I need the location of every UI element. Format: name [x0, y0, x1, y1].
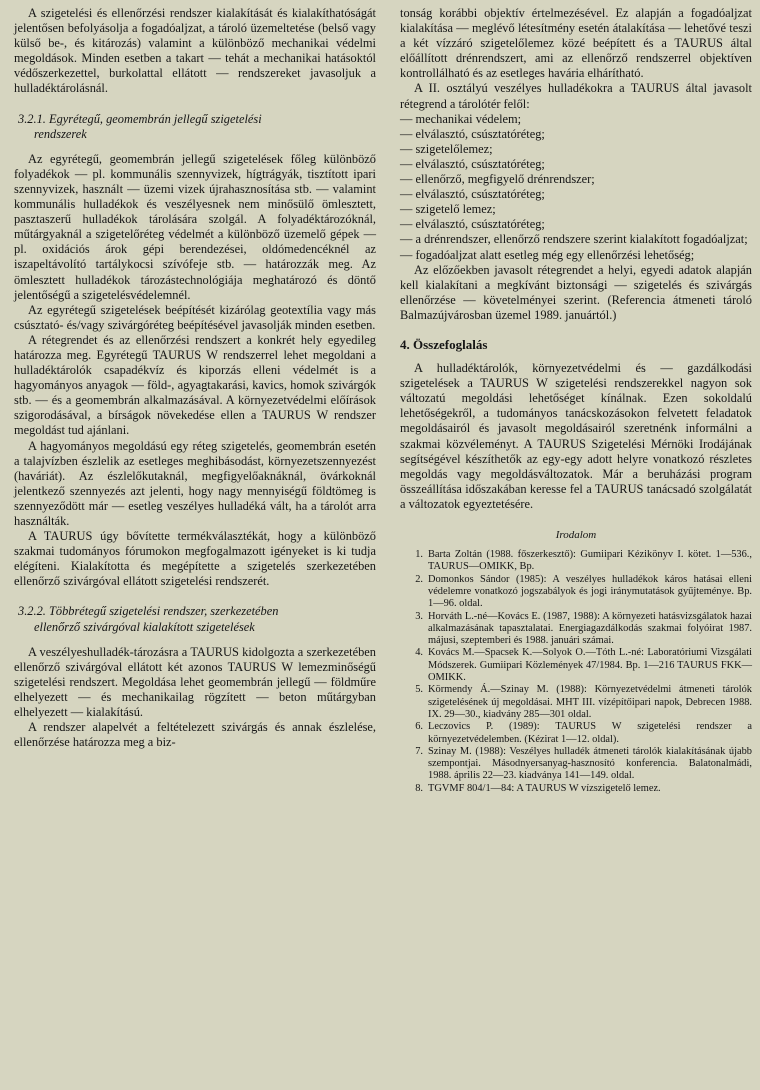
layer-item: — szigetelő lemez; — [400, 202, 496, 217]
references-title: Irodalom — [555, 529, 597, 541]
references-list — [400, 549, 752, 795]
paragraph: Az egyrétegű, geomembrán jellegű szigetelések főleg különböző folyadékok — pl. kommunális szennyvizek, hígtrágyák, tisztított ipari szennyvizek, használt — üzemi vizek újrahasznosítása stb. — valamint kommunális hulladékok és veszélyesnek nem minősülő ömlesztett, pasztaszerű hulladékok tárolására szolgál. A folyadéktározóknál, műtárgyaknál a szigetelőréteg védelmét a különböző üzemelő gépek — pl. oxidációs árok gépi berendezései, oldómedencéknél az iszapeltávolító tartálykocsi szívófeje stb. — határozzák meg. Az ömlesztett hulladékok tározástechnológiája meghatározó és döntő jelentőségű a szigetelésvédelemnél. — [14, 151, 376, 302]
layer-item: — elválasztó, csúsztatóréteg; — [400, 126, 545, 141]
subsection-title-line: Egyrétegű, geomembrán jellegű szigetelési — [49, 111, 262, 126]
reference-number: 8. — [415, 782, 423, 794]
reference-item — [400, 611, 752, 648]
paragraph: A II. osztályú veszélyes hulladékokra a TAURUS által javasolt rétegrend a tárolótér felől: — [400, 81, 752, 111]
layer-list — [400, 112, 752, 263]
section-heading-4: 4. Összefoglalás — [400, 336, 488, 352]
reference-item — [400, 647, 752, 684]
layer-item: — elválasztó, csúsztatóréteg; — [400, 217, 545, 232]
subsection-heading-3-2-2 — [14, 604, 376, 634]
subsection-title-line: Többrétegű szigetelési rendszer, szerkezetében — [49, 604, 279, 619]
subsection-number: 3.2.2. — [18, 604, 46, 619]
reference-text: Szinay M. (1988): Veszélyes hulladék átmeneti tárolók kialakításának újabb szempontjai. Másodnyersanyag-hasznosító konferencia. Balatonalmádi, 1988. április 22—23. kiadványa 141—149. oldal. — [428, 745, 752, 782]
reference-text: Horváth L.-né—Kovács E. (1987, 1988): A környezeti hatásvizsgálatok hazai alkalmazásának tapasztalatai. Energiagazdálkodás szakmai folyóirat 1987. májusi, szeptemberi és 1988. januári számai. — [428, 610, 752, 647]
reference-number: 6. — [415, 721, 423, 733]
paragraph: A rendszer alapelvét a feltételezett szivárgás és annak észlelése, ellenőrzése határozza meg a biz- — [14, 720, 376, 750]
reference-text: Kovács M.—Spacsek K.—Solyok O.—Tóth L.-né: Laboratóriumi Vizsgálati Módszerek. Gumiipari Közlemények 47/1984. Bp. 1—216 TAURUS FKK—OMIKK. — [428, 647, 752, 684]
layer-item: — fogadóaljzat alatt esetleg még egy ellenőrzési lehetőség; — [400, 247, 695, 262]
paragraph: A veszélyeshulladék-tározásra a TAURUS kidolgozta a szerkezetében ellenőrző szivárgóval ellátott két azonos TAURUS W lemezminőségű szigetelési rendszert. Megoldása lehet geomembrán jellegű — földműre elhelyezett — és mechanikailag rögzített — beton műtárgyban elhelyezett — kialakítású. — [14, 644, 376, 720]
reference-text: Domonkos Sándor (1985): A veszélyes hulladékok káros hatásai elleni védelemre vonatkozó jogszabályok és jogi iránymutatások gyűjteménye. Bp. 1—96. oldal. — [428, 573, 752, 610]
layer-item: — elválasztó, csúsztatóréteg; — [400, 187, 545, 202]
layer-item: — szigetelőlemez; — [400, 141, 493, 156]
reference-text: Barta Zoltán (1988. főszerkesztő): Gumiipari Kézikönyv I. kötet. 1—536., TAURUS—OMIKK, Bp. — [428, 549, 752, 573]
paragraph: A hagyományos megoldású egy réteg szigetelés, geomembrán esetén a talajvízben észlelik az esetleges meghibásodást, környezetszennyezést (haváriát). Az észlelőkutaknál, megfigyelőaknáknál, övárkoknál jelentkező szennyezés azt jelenti, hogy nagy mennyiségű földtömeg is szennyeződött már — esetleg veszélyes hulladéká vált, ha a tárolót arra használták. — [14, 438, 376, 528]
layer-item: — elválasztó, csúsztatóréteg; — [400, 156, 545, 171]
subsection-title-line: rendszerek — [34, 126, 87, 141]
reference-number: 7. — [415, 745, 423, 757]
reference-number: 5. — [415, 684, 423, 696]
layer-item: — ellenőrző, megfigyelő drénrendszer; — [400, 172, 595, 187]
reference-number: 3. — [415, 610, 423, 622]
subsection-title-line: ellenőrző szivárgóval kialakított szigetelések — [34, 619, 255, 634]
reference-item — [400, 746, 752, 783]
reference-text: Körmendy Á.—Szinay M. (1988): Környezetvédelmi átmeneti tárolók szigetelésének új megoldásai. MHT III. vízépítőipari napok, Debrecen 1988. IX. 29—30., kiadvány 285—301 oldal. — [428, 684, 752, 720]
paragraph: A hulladéktárolók, környezetvédelmi és — gazdálkodási szigetelések a TAURUS W szigetelési rendszerekkel nagyon sok változatú megoldási lehetőséget kínálnak. Ezen sokoldalú lehetőségekről, a tudományos tanácskozásokon felvetett feladatok megoldásairól és javasolt megoldásairól szeretnénk informálni a szakmai közvéleményt. A TAURUS Szigetelési Mérnöki Irodájának segítségével készíthetők az egy-egy adott helyre vonatkozó részletes megoldás vagy megoldásváltozatok. Már a beruházási program összeállítása időszakában keresse fel a TAURUS tanácsadó szolgálatát a változatok egyeztetésére. — [400, 361, 752, 511]
paragraph: Az egyrétegű szigetelések beépítését kizárólag geotextília vagy más csúsztató- és/vagy szivárgóréteg beépítésével javasolják minden esetben. — [14, 302, 376, 332]
reference-item — [400, 574, 752, 611]
paragraph: tonság korábbi objektív értelmezésével. Ez alapján a fogadóaljzat kialakítása — meglévő létesítmény esetén átalakítása — lehetővé teszi a két vízzáró szigetelőlemez közé beépített és a TAURUS által előállított drénrendszert, ami az ellenőrző rendszerrel objektíven kontrollálható és az esetleges havária elhárítható. — [400, 6, 752, 81]
reference-item — [400, 783, 752, 795]
reference-text: Leczovics P. (1989): TAURUS W szigetelési rendszer a környezetvédelemben. (Kézirat 1—12. oldal). — [428, 721, 752, 745]
left-column — [14, 6, 376, 750]
layer-item: — a drénrendszer, ellenőrző rendszere szerint kialakított fogadóaljzat; — [400, 232, 748, 247]
right-column — [400, 6, 752, 795]
paragraph: A szigetelési és ellenőrzési rendszer kialakítását és kialakíthatóságát jelentősen befolyásolja a fogadóaljzat, a tároló üzemeltetése (belső vagy külső be-, és kitározás) valamint a különböző mechanikai védelmi megoldások. Minden esetben a takart — tehát a mechanikai hatásoktól védőszerkezettel, burkolattal ellátott — rendszereket javasoljuk a hulladéktárolásnál. — [14, 6, 376, 96]
subsection-heading-3-2-1 — [14, 112, 376, 142]
reference-text: TGVMF 804/1—84: A TAURUS W vízszigetelő lemez. — [428, 782, 661, 794]
reference-item — [400, 721, 752, 746]
reference-item — [400, 549, 752, 574]
paragraph: Az előzőekben javasolt rétegrendet a helyi, egyedi adatok alapján kell kialakítani a megkívánt biztonsági — szigetelés és szivárgás ellenőrzése — követelményei szerint. (Referencia átmeneti tároló Balmazújvárosban üzemel 1989. januártól.) — [400, 262, 752, 322]
subsection-number: 3.2.1. — [18, 111, 46, 126]
reference-number: 1. — [415, 549, 423, 561]
paragraph: A TAURUS úgy bővítette termékválasztékát, hogy a különböző szakmai tudományos fórumokon megfogalmazott igényeket is ki tudja elégíteni. Kialakította és megépítette a szigetelés szerkezetében ellenőrző szivárgóval ellátott szigetelési rendszerét. — [14, 529, 376, 589]
reference-number: 4. — [415, 647, 423, 659]
reference-item — [400, 684, 752, 721]
paragraph: A rétegrendet és az ellenőrzési rendszert a konkrét hely egyedileg határozza meg. Egyrétegű TAURUS W rendszerrel lehet megoldani a hulladéktárolók csapadékvíz és kiporzás elleni védelmét is a hagyományos anyagok — föld-, agyagtakarási, kavics, homok szivárgók stb. — és a geomembrán alkalmazásával. A környezetvédelmi előírások szigorodásával, a bírságok növekedése ellen a TAURUS W rendszer megoldást tud ajánlani. — [14, 332, 376, 438]
reference-number: 2. — [415, 573, 423, 585]
layer-item: — mechanikai védelem; — [400, 111, 522, 126]
